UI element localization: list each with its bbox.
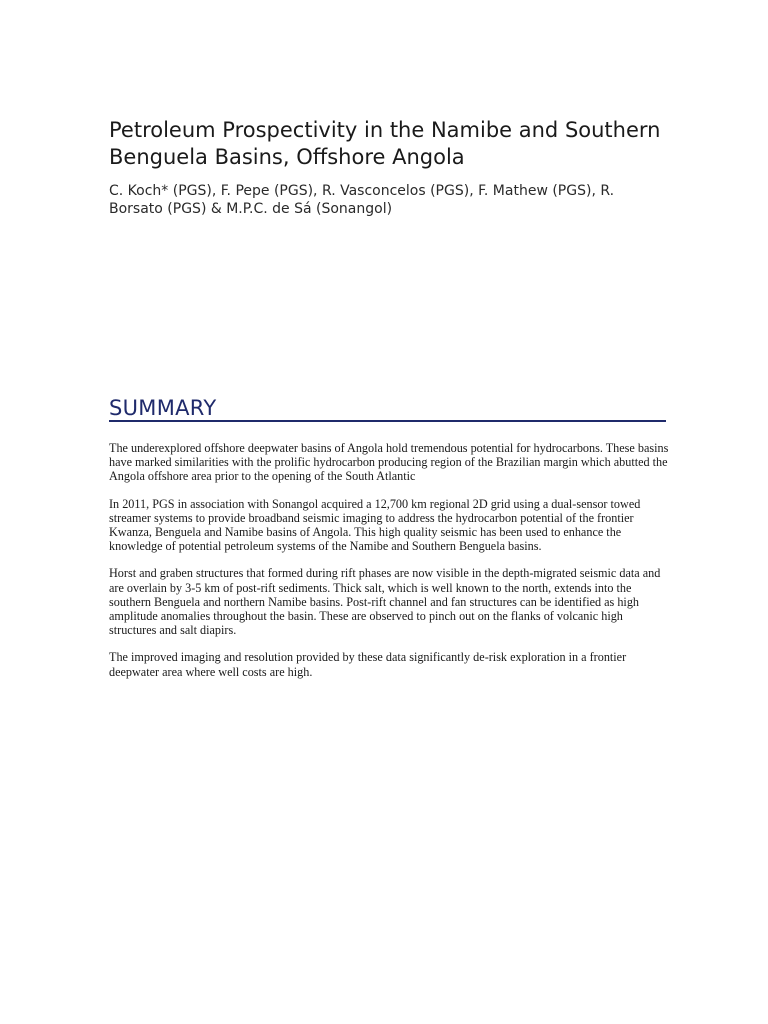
summary-paragraph: Horst and graben structures that formed during rift phases are now visible in the depth-migrated seismic data and are overlain by 3-5 km of post-rift sediments. Thick salt, which is well known to the north, extends into the southern Benguela and northern Namibe basins. Post-rift channel and fan structures can be identified as high amplitude anomalies throughout the basin. These are observed to pinch out on the flanks of volcanic high structures and salt diapirs. [109, 566, 661, 638]
author-list: C. Koch* (PGS), F. Pepe (PGS), R. Vasconcelos (PGS), F. Mathew (PGS), R. Borsato (PGS) & M.P.C. de Sá (Sonangol) [109, 183, 615, 217]
summary-paragraph: The improved imaging and resolution provided by these data significantly de-risk exploration in a frontier deepwater area where well costs are high. [109, 650, 627, 679]
summary-heading: SUMMARY [109, 396, 217, 420]
summary-paragraph: The underexplored offshore deepwater basins of Angola hold tremendous potential for hydrocarbons. These basins have marked similarities with the prolific hydrocarbon producing region of the Brazilian margin which abutted the Angola offshore area prior to the opening of the South Atlantic [109, 441, 669, 484]
summary-paragraph: In 2011, PGS in association with Sonangol acquired a 12,700 km regional 2D grid using a dual-sensor towed streamer systems to provide broadband seismic imaging to address the hydrocarbon potential of the frontier Kwanza, Benguela and Namibe basins of Angola. This high quality seismic has been used to enhance the knowledge of potential petroleum systems of the Namibe and Southern Benguela basins. [109, 496, 641, 554]
paper-title: Petroleum Prospectivity in the Namibe and Southern Benguela Basins, Offshore Angola [109, 118, 661, 169]
section-divider [109, 420, 666, 422]
summary-body [109, 441, 669, 692]
